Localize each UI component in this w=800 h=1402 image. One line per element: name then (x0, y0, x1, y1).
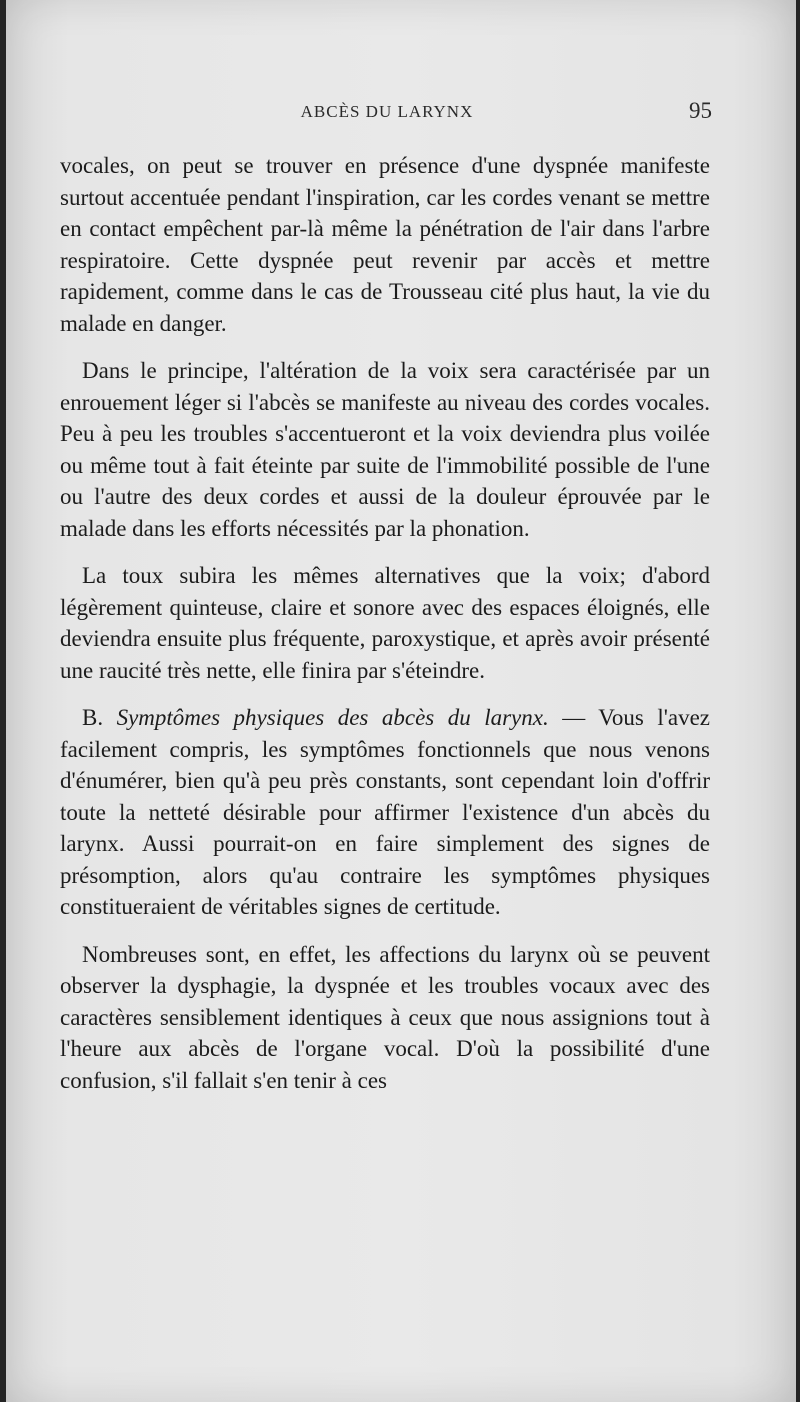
body-text (60, 150, 710, 1112)
paragraph-cough: La toux subira les mêmes alternatives que la voix; d'abord légèrement quinteuse, claire et sonore avec des espaces éloignés, elle deviendra ensuite plus fréquente, paroxystique, et après avoir présenté une raucité très nette, elle finira par s'éteindre. (60, 563, 710, 683)
section-text: — Vous l'avez facilement compris, les symptômes fonctionnels que nous venons d'énumérer, bien qu'à peu près constants, sont cependant loin d'offrir toute la netteté désirable pour affirmer l'existence d'un abcès du larynx. Aussi pourrait-on en faire simplement des signes de présomption, alors qu'au contraire les symptômes physiques constitueraient de véritables signes de certitude. (60, 705, 711, 919)
section-heading: Symptômes physiques des abcès du larynx. (116, 705, 549, 730)
book-page (6, 0, 796, 1402)
paragraph-physical-symptoms (60, 702, 710, 923)
section-letter: B. (82, 705, 104, 730)
running-title: ABCÈS DU LARYNX (300, 102, 474, 121)
paragraph-continuation: vocales, on peut se trouver en présence d'une dyspnée manifeste surtout accentuée pendant l'inspiration, car les cordes venant se mettre en contact empêchent par-là même la pénétration de l'air dans l'arbre respiratoire. Cette dyspnée peut revenir par accès et mettre rapidement, comme dans le cas de Trousseau cité plus haut, la vie du malade en danger. (60, 153, 710, 336)
paragraph-voice-alteration: Dans le principe, l'altération de la voix sera caractérisée par un enrouement léger si l'abcès se manifeste au niveau des cordes vocales. Peu à peu les troubles s'accentueront et la voix deviendra plus voilée ou même tout à fait éteinte par suite de l'immobilité possible de l'une ou l'autre des deux cordes et aussi de la douleur éprouvée par le malade dans les efforts nécessités par la phonation. (60, 358, 710, 541)
page-header (62, 98, 712, 128)
paragraph-affections: Nombreuses sont, en effet, les affections du larynx où se peuvent observer la dysphagie, la dyspnée et les troubles vocaux avec des caractères sensiblement identiques à ceux que nous assignions tout à l'heure aux abcès de l'organe vocal. D'où la possibilité d'une confusion, s'il fallait s'en tenir à ces (60, 941, 710, 1093)
page-number: 95 (689, 98, 712, 123)
